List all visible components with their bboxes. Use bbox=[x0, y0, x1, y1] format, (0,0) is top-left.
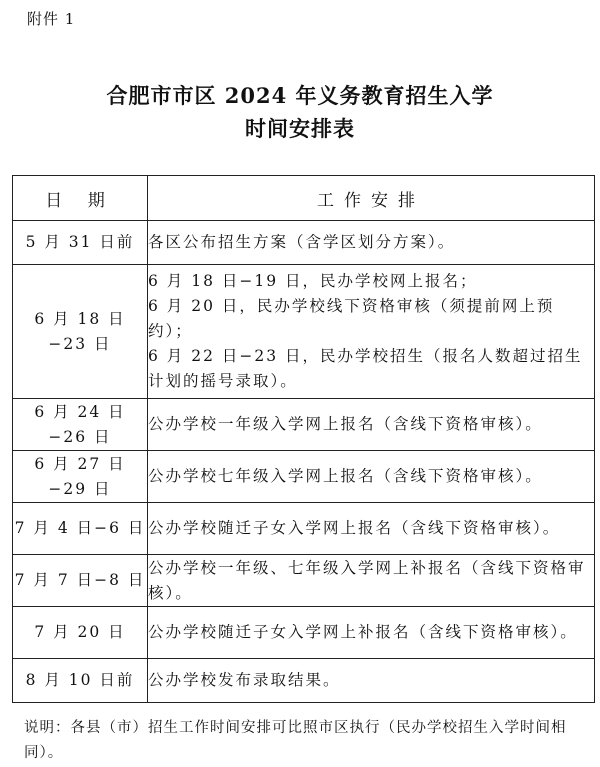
date-line: −23 日 bbox=[48, 334, 112, 353]
work-item: 6 月 22 日−23 日，民办学校招生（报名人数超过招生计划的摇号录取）。 bbox=[148, 347, 583, 390]
table-row bbox=[13, 607, 595, 659]
table-row bbox=[13, 555, 595, 607]
date-cell bbox=[13, 399, 148, 451]
attachment-label: 附件 1 bbox=[27, 10, 76, 28]
work-item: 6 月 18 日−19 日，民办学校网上报名； bbox=[148, 272, 478, 290]
document-title-line2: 时间安排表 bbox=[245, 116, 355, 141]
footnote: 说明：各县（市）招生工作时间安排可比照市区执行（民办学校招生入学时间相同）。 bbox=[24, 720, 567, 761]
work-cell bbox=[148, 503, 595, 555]
work-item: 公办学校七年级入学网上报名（含线下资格审核）。 bbox=[148, 467, 543, 485]
work-cell bbox=[148, 221, 595, 265]
work-cell bbox=[148, 451, 595, 503]
work-item: 公办学校发布录取结果。 bbox=[148, 671, 341, 689]
table-header-row bbox=[13, 176, 595, 221]
date-cell bbox=[13, 555, 148, 607]
date-line: 7 月 7 日−8 日 bbox=[14, 571, 146, 589]
table-row bbox=[13, 659, 595, 703]
work-cell bbox=[148, 265, 595, 399]
work-cell bbox=[148, 555, 595, 607]
work-cell bbox=[148, 607, 595, 659]
work-item: 各区公布招生方案（含学区划分方案）。 bbox=[148, 233, 456, 251]
work-item: 公办学校随迁子女入学网上报名（含线下资格审核）。 bbox=[148, 519, 561, 537]
work-item: 公办学校一年级入学网上报名（含线下资格审核）。 bbox=[148, 415, 543, 433]
date-cell bbox=[13, 503, 148, 555]
document-title-line1: 合肥市市区 2024 年义务教育招生入学 bbox=[106, 83, 494, 108]
date-line: 7 月 4 日−6 日 bbox=[14, 519, 146, 537]
table-row bbox=[13, 265, 595, 399]
date-line: −29 日 bbox=[48, 479, 112, 498]
date-line: 5 月 31 日前 bbox=[25, 233, 135, 251]
work-cell bbox=[148, 399, 595, 451]
table-row bbox=[13, 451, 595, 503]
table-row bbox=[13, 503, 595, 555]
table-body bbox=[13, 221, 595, 703]
table-row bbox=[13, 399, 595, 451]
work-item: 6 月 20 日，民办学校线下资格审核（须提前网上预约）； bbox=[148, 297, 555, 340]
date-column-header: 日 期 bbox=[13, 176, 148, 221]
date-cell bbox=[13, 659, 148, 703]
date-line: 6 月 24 日 bbox=[34, 402, 126, 421]
work-item: 公办学校随迁子女入学网上补报名（含线下资格审核）。 bbox=[148, 623, 578, 641]
date-cell bbox=[13, 265, 148, 399]
work-item: 公办学校一年级、七年级入学网上补报名（含线下资格审核）。 bbox=[148, 558, 586, 602]
work-cell bbox=[148, 659, 595, 703]
work-column-header: 工作安排 bbox=[148, 176, 595, 221]
date-cell bbox=[13, 221, 148, 265]
date-line: −26 日 bbox=[48, 427, 112, 446]
date-cell bbox=[13, 451, 148, 503]
date-line: 8 月 10 日前 bbox=[25, 671, 135, 689]
date-line: 6 月 27 日 bbox=[34, 454, 126, 473]
date-cell bbox=[13, 607, 148, 659]
schedule-table bbox=[12, 175, 595, 703]
date-line: 6 月 18 日 bbox=[34, 309, 126, 328]
date-line: 7 月 20 日 bbox=[34, 623, 126, 641]
table-row bbox=[13, 221, 595, 265]
